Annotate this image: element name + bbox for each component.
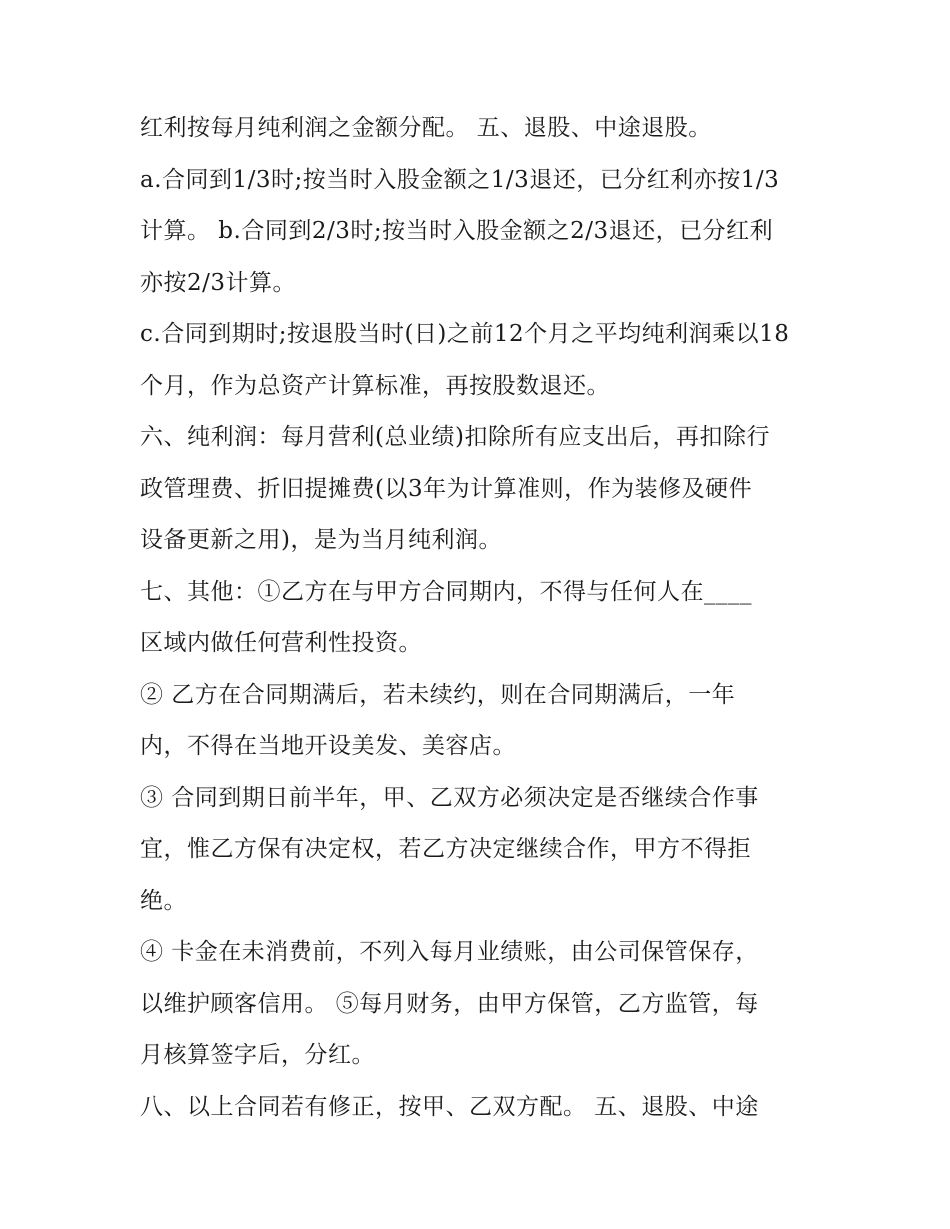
text-line: ④ 卡金在未消费前，不列入每月业绩账，由公司保管保存， <box>140 939 759 965</box>
text-line: c.合同到期时;按退股当时(日)之前12个月之平均纯利润乘以18 <box>140 321 790 347</box>
text-line: 内，不得在当地开设美发、美容店。 <box>140 733 516 759</box>
text-line: 计算。 b.合同到2/3时;按当时入股金额之2/3退还，已分红利 <box>140 218 774 244</box>
text-line: ③ 合同到期日前半年，甲、乙双方必须决定是否继续合作事 <box>140 784 759 811</box>
text-line: ② 乙方在合同期满后，若未续约，则在合同期满后，一年 <box>140 681 736 708</box>
text-line: 区域内做任何营利性投资。 <box>140 630 422 656</box>
text-line: 政管理费、折旧提摊费(以3年为计算准则，作为装修及硬件 <box>140 475 753 502</box>
text-line: 红利按每月纯利润之金额分配。 五、退股、中途退股。 <box>140 115 712 141</box>
text-line: 绝。 <box>140 887 187 914</box>
text-line: 宜，惟乙方保有决定权，若乙方决定继续合作，甲方不得拒 <box>140 836 751 862</box>
text-line: 亦按2/3计算。 <box>140 269 297 296</box>
text-line: 以维护顾客信用。 ⑤每月财务，由甲方保管，乙方监管，每 <box>140 990 759 1017</box>
text-line: 七、其他：①乙方在与甲方合同期内，不得与任何人在____ <box>140 578 752 605</box>
text-line: 八、以上合同若有修正，按甲、乙双方配。 五、退股、中途 <box>140 1093 759 1120</box>
text-line: 月核算签字后，分红。 <box>140 1042 375 1068</box>
text-line: 设备更新之用)，是为当月纯利润。 <box>140 527 502 553</box>
document-body <box>140 103 820 1133</box>
text-line: 个月，作为总资产计算标准，再按股数退还。 <box>140 372 610 399</box>
text-line: 六、纯利润：每月营利(总业绩)扣除所有应支出后，再扣除行 <box>140 424 770 450</box>
text-line: a.合同到1/3时;按当时入股金额之1/3退还，已分红利亦按1/3 <box>140 166 780 193</box>
